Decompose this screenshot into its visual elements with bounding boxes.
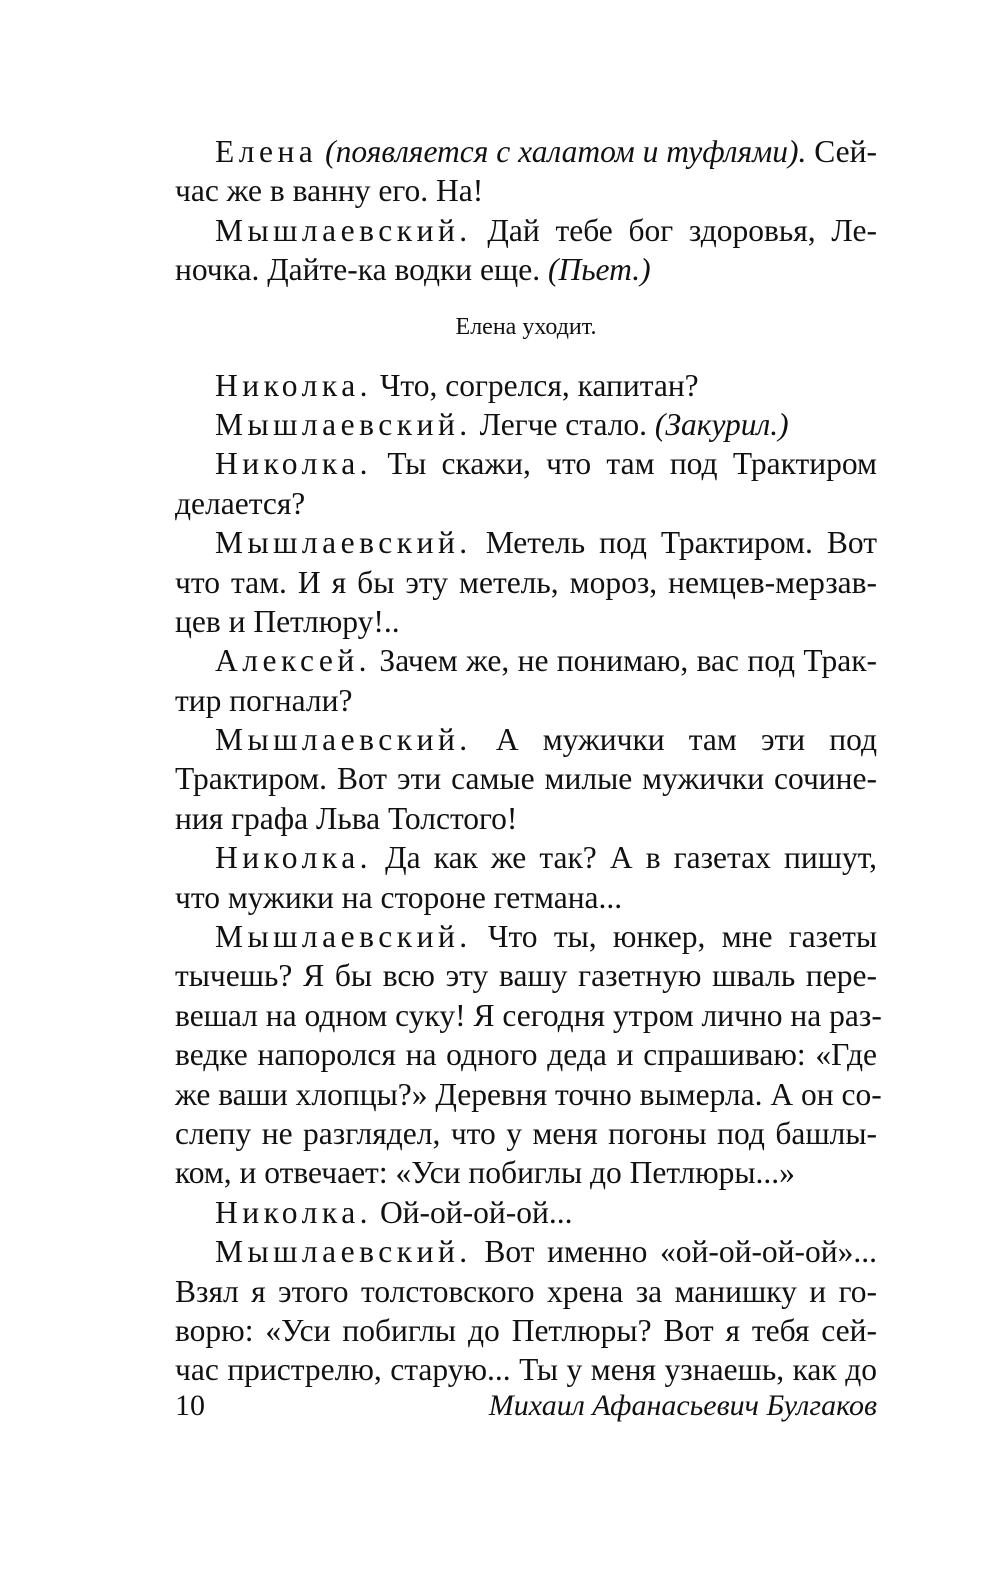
- text-line: час же в ванну его. На!: [175, 173, 484, 209]
- text-line: слепу не разглядел, что у меня погоны под башлы-: [175, 1115, 877, 1151]
- speaker-name: Мышлаевский.: [215, 722, 472, 758]
- running-footer-author: Михаил Афанасьевич Булгаков: [488, 1389, 877, 1422]
- text-line: [175, 1193, 877, 1232]
- text-line: [175, 132, 877, 171]
- text-line: ведке напоролся на одного деда и спрашиваю: «Где: [175, 1037, 877, 1073]
- text-line: [175, 1232, 877, 1271]
- text-line: цев и Петлюру!..: [175, 603, 400, 639]
- text-line: [175, 523, 877, 562]
- page-body: [175, 132, 882, 1390]
- text-line: [175, 641, 877, 680]
- text-line: ком, и отвечает: «Уси побиглы до Петлюры...»: [175, 1155, 795, 1191]
- stage-direction: (Закурил.): [654, 406, 789, 442]
- text-line: что там. И я бы эту метель, мороз, немцев-мерзав-: [175, 564, 877, 600]
- speaker-name: Мышлаевский.: [215, 525, 472, 561]
- speaker-name: Николка.: [215, 840, 373, 876]
- text-fragment: ночка. Дайте-ка водки еще.: [175, 252, 541, 288]
- text-fragment: Ты скажи, что там под Трактиром: [387, 446, 877, 482]
- speaker-name: Мышлаевский.: [215, 212, 472, 248]
- text-line: [175, 405, 877, 444]
- text-fragment: Да как же так? А в газетах пишут,: [385, 840, 878, 876]
- text-fragment: А мужички там эти под: [495, 722, 878, 758]
- text-line: [175, 444, 877, 483]
- text-fragment: Ой-ой-ой-ой...: [379, 1194, 573, 1230]
- text-line: [175, 838, 877, 877]
- speaker-name: Алексей.: [215, 643, 372, 679]
- text-fragment: Что, согрелся, капитан?: [379, 367, 699, 403]
- speaker-name: Николка.: [215, 446, 373, 482]
- text-line: ния графа Льва Толстого!: [175, 800, 518, 836]
- text-fragment: Сей-: [814, 134, 877, 169]
- page-footer: [175, 1386, 877, 1426]
- text-line: тир погнали?: [175, 682, 353, 718]
- text-line: [175, 720, 877, 759]
- page-number: 10: [175, 1389, 205, 1422]
- text-line: Трактиром. Вот эти самые милые мужички сочине-: [175, 761, 877, 797]
- text-line: [175, 917, 877, 956]
- text-line: ворю: «Уси побиглы до Петлюры? Вот я тебя сей-: [175, 1312, 877, 1348]
- text-line: час пристрелю, старую... Ты у меня узнаешь, как до: [175, 1352, 877, 1388]
- text-line: [175, 250, 877, 289]
- text-line: тычешь? Я бы всю эту вашу газетную шваль пере-: [175, 958, 877, 994]
- text-line: [175, 211, 877, 250]
- speaker-name: Мышлаевский.: [215, 406, 472, 442]
- text-line: делается?: [175, 485, 306, 521]
- text-fragment: Дай тебе бог здоровья, Ле-: [487, 212, 877, 248]
- text-line: что мужики на стороне гетмана...: [175, 879, 623, 915]
- text-line: [175, 366, 877, 405]
- text-line: Взял я этого толстовского хрена за манишку и го-: [175, 1273, 877, 1309]
- text-fragment: Легче стало.: [479, 406, 648, 442]
- text-fragment: Зачем же, не понимаю, вас под Трак-: [379, 643, 877, 679]
- text-fragment: Метель под Трактиром. Вот: [485, 525, 877, 561]
- speaker-name: Николка.: [215, 1194, 373, 1230]
- speaker-name: Елена: [215, 134, 318, 169]
- stage-direction: (Пьет.): [547, 252, 651, 288]
- text-line: вешал на одном суку! Я сегодня утром лично на раз-: [175, 997, 882, 1033]
- stage-direction: (появляется с халатом и туфлями).: [325, 134, 807, 169]
- speaker-name: Николка.: [215, 367, 373, 403]
- speaker-name: Мышлаевский.: [215, 919, 472, 955]
- text-fragment: Что ты, юнкер, мне газеты: [487, 919, 878, 955]
- speaker-name: Мышлаевский.: [215, 1234, 472, 1270]
- stage-remark: Елена уходит.: [455, 313, 597, 340]
- text-line: же ваши хлопцы?» Деревня точно вымерла. А он со-: [175, 1076, 882, 1112]
- text-fragment: Вот именно «ой-ой-ой-ой»...: [484, 1234, 878, 1270]
